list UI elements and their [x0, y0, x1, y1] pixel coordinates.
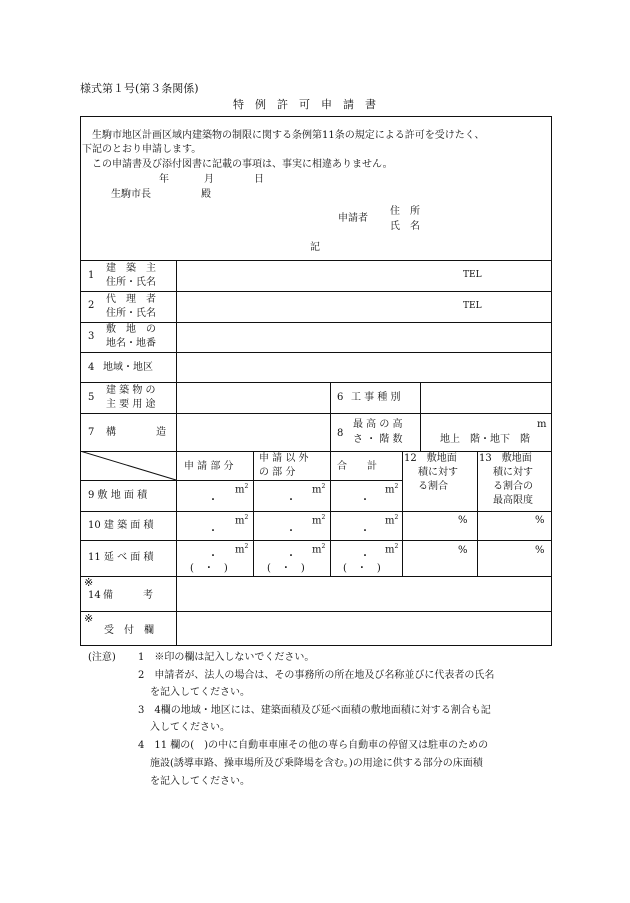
row10-unit-1: $m^2$	[235, 514, 249, 527]
frame-right	[551, 116, 552, 646]
area-header-other-b: の 部 分	[259, 467, 296, 478]
row-line	[80, 260, 552, 261]
remarks-mark: ※	[84, 576, 94, 589]
header-diagonal	[80, 451, 177, 481]
row2-tel: TEL	[463, 301, 482, 311]
reception-mark: ※	[84, 612, 94, 625]
row7-label: 構 造	[106, 427, 166, 438]
row10-dot-2: ・	[286, 526, 296, 537]
row6-number: 6	[337, 392, 344, 403]
row10-unit-2: $m^2$	[312, 514, 326, 527]
row9-label: 9 敷 地 面 積	[88, 490, 148, 501]
row11-unit-2: $m^2$	[312, 543, 326, 556]
row2-label-b: 住所・氏名	[106, 308, 156, 319]
area-header-max-c: る割合の	[493, 481, 533, 492]
area-header-total: 合 計	[337, 461, 377, 472]
intro-line-2: 下記のとおり申請します。	[82, 144, 202, 155]
reception-label: 受 付 欄	[104, 625, 154, 636]
note-4-line-3: を記入してください。	[150, 776, 250, 787]
note-4-line-1: 4 11 欄の( )の中に自動車車庫その他の専ら自動車の停留又は駐車のための	[138, 740, 489, 751]
col-line-area-1	[253, 451, 254, 576]
row3-number: 3	[88, 331, 95, 342]
applicant-label: 申請者	[338, 213, 368, 224]
addressee-honorific: 殿	[201, 189, 211, 200]
note-1: 1 ※印の欄は記入しないでください。	[138, 652, 315, 663]
row2-label-a: 代 理 者	[106, 294, 156, 305]
row10-dot-3: ・	[360, 526, 370, 537]
row4-label: 地域・地区	[103, 362, 153, 373]
applicant-address-label: 住 所	[390, 206, 420, 217]
frame-left	[80, 116, 81, 646]
col-line-area-2	[330, 451, 331, 576]
row-line	[80, 576, 552, 577]
row-line	[80, 611, 552, 612]
area-header-ratio-a: 12 敷地面	[404, 453, 457, 464]
area-header-max-b: 積に対す	[493, 467, 533, 478]
date-month: 月	[204, 174, 214, 185]
row8-unit-m: m	[537, 419, 547, 430]
row11-paren-2: ( ・ )	[267, 563, 305, 574]
row11-unit-1: $m^2$	[235, 543, 249, 556]
row10-pct-2: %	[535, 515, 545, 526]
row5-number: 5	[88, 392, 95, 403]
row5-label-b: 主 要 用 途	[106, 399, 156, 410]
row2-number: 2	[88, 300, 95, 311]
row10-dot-1: ・	[208, 526, 218, 537]
applicant-name-label: 氏 名	[390, 221, 420, 232]
row8-number: 8	[337, 428, 344, 439]
row8-floors: 地上 階・地下 階	[440, 434, 530, 445]
row11-paren-3: ( ・ )	[343, 563, 381, 574]
intro-line-3: この申請書及び添付図書に記載の事項は、事実に相違ありません。	[92, 159, 393, 170]
row3-label-b: 地名・地番	[106, 338, 156, 349]
row9-dot-1: ・	[208, 495, 218, 506]
row7-number: 7	[88, 427, 95, 438]
area-header-other-a: 申 請 以 外	[259, 453, 309, 464]
row-line	[80, 291, 552, 292]
row5-label-a: 建 築 物 の	[106, 385, 156, 396]
row9-dot-3: ・	[360, 495, 370, 506]
note-4-line-2: 施設(誘導車路、操車場所及び乗降場を含む。)の用途に供する部分の床面積	[150, 758, 483, 769]
remarks-label: 備 考	[103, 590, 153, 601]
row9-unit-2: $m^2$	[312, 483, 326, 496]
row6-label: 工 事 種 別	[351, 392, 401, 403]
row3-label-a: 敷 地 の	[106, 324, 156, 335]
col-line-mid2	[420, 382, 421, 451]
row-line	[80, 352, 552, 353]
row9-unit-3: $m^2$	[385, 483, 399, 496]
row9-unit-1: $m^2$	[235, 483, 249, 496]
row11-label: 11 延 べ 面 積	[88, 552, 154, 563]
row10-unit-3: $m^2$	[385, 514, 399, 527]
area-header-applied: 申 請 部 分	[184, 461, 234, 472]
row8-label-b: さ ・ 階 数	[353, 434, 403, 445]
row11-pct-1: %	[458, 545, 468, 556]
date-year: 年	[159, 174, 169, 185]
row1-number: 1	[88, 270, 95, 281]
row-line	[80, 413, 552, 414]
area-header-max-a: 13 敷地面	[479, 453, 532, 464]
row11-paren-1: ( ・ )	[190, 563, 228, 574]
row10-label: 10 建 築 面 積	[88, 520, 154, 531]
addressee-mayor: 生駒市長	[111, 189, 151, 200]
col-line-area-4	[477, 451, 478, 576]
form-number: 様式第１号(第３条関係)	[80, 82, 199, 95]
date-day: 日	[254, 174, 264, 185]
row1-label-b: 住所・氏名	[106, 277, 156, 288]
row-line	[80, 382, 552, 383]
row11-dot-2: ・	[286, 551, 296, 562]
row1-tel: TEL	[463, 270, 482, 280]
row11-dot-1: ・	[208, 551, 218, 562]
note-2-line-1: 2 申請者が、法人の場合は、その事務所の所在地及び名称並びに代表者の氏名	[138, 670, 495, 681]
intro-line-1: 生駒市地区計画区域内建築物の制限に関する条例第11条の規定による許可を受けたく、	[92, 130, 485, 141]
form-title: 特 例 許 可 申 請 書	[233, 98, 376, 111]
frame-top	[80, 116, 552, 117]
note-3-line-1: 3 4欄の地域・地区には、建築面積及び延べ面積の敷地面積に対する割合も記	[138, 705, 491, 716]
row1-label-a: 建 築 主	[106, 263, 156, 274]
col-line-mid	[330, 382, 331, 451]
note-2-line-2: を記入してください。	[150, 687, 250, 698]
area-header-ratio-c: る割合	[418, 481, 448, 492]
note-3-line-2: 入してください。	[150, 722, 230, 733]
area-header-ratio-b: 積に対す	[418, 467, 458, 478]
row10-pct-1: %	[458, 515, 468, 526]
notes-heading: (注意)	[88, 652, 116, 663]
row4-number: 4	[88, 362, 95, 373]
ki-label: 記	[310, 242, 320, 253]
row11-unit-3: $m^2$	[385, 543, 399, 556]
area-header-max-d: 最高限度	[493, 495, 533, 506]
row8-label-a: 最 高 の 高	[353, 419, 403, 430]
row9-dot-2: ・	[286, 495, 296, 506]
frame-bottom	[80, 645, 552, 646]
row11-dot-3: ・	[360, 551, 370, 562]
col-line-area-3	[402, 451, 403, 576]
remarks-number: 14	[88, 590, 101, 601]
row11-pct-2: %	[535, 545, 545, 556]
